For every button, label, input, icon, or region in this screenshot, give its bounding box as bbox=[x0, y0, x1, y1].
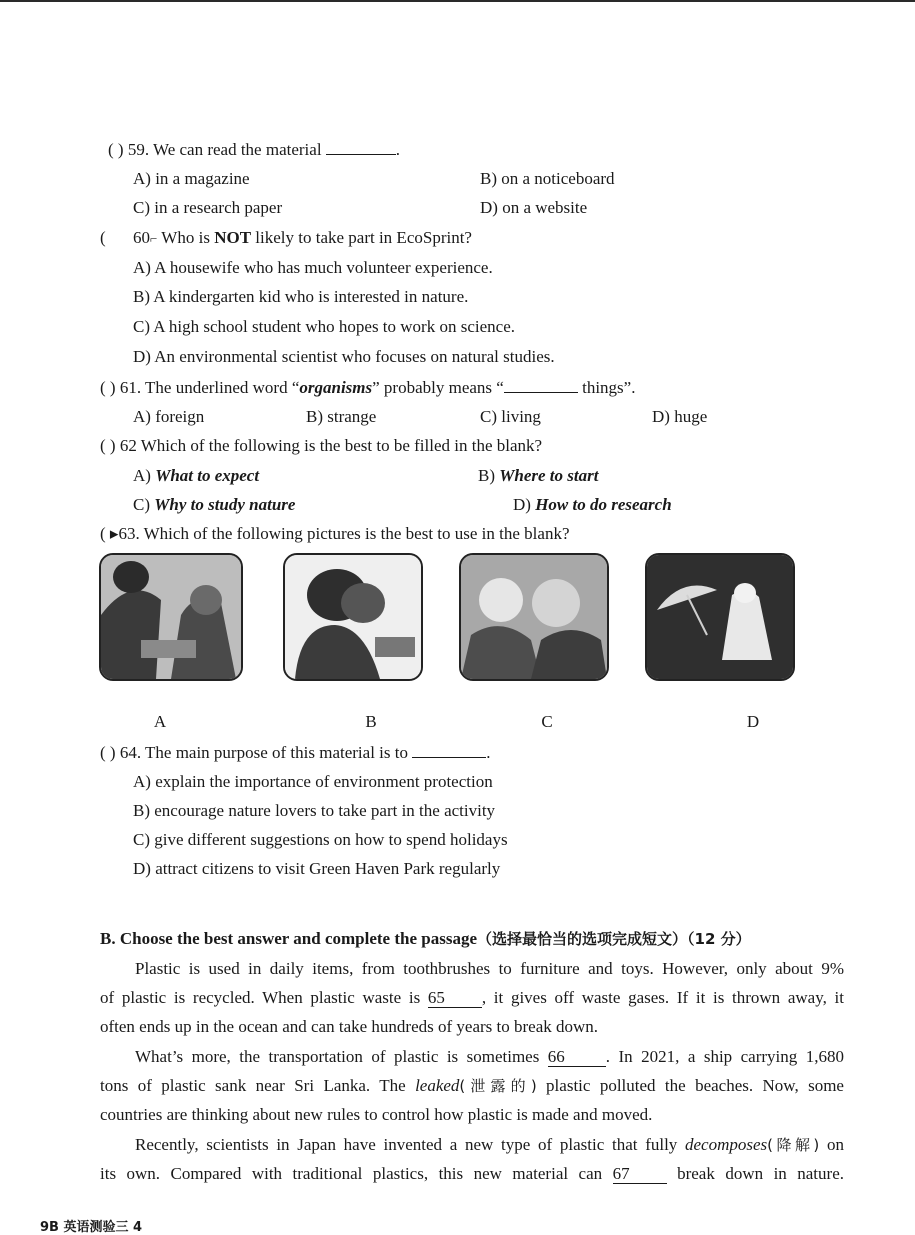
page-footer: 9B 英语测验三 4 bbox=[40, 1220, 143, 1235]
answer-blank[interactable] bbox=[504, 376, 578, 393]
q62-option-d[interactable]: D) How to do research bbox=[513, 495, 672, 514]
passage-p2-line3: countries are thinking about new rules to control how plastic is made and moved. bbox=[100, 1105, 653, 1124]
underlined-word: organisms bbox=[299, 378, 373, 397]
question-60: 60⌐ Who is NOT likely to take part in EcoSprint? bbox=[133, 228, 472, 247]
picture-a[interactable] bbox=[99, 553, 243, 681]
q62-option-c[interactable]: C) Why to study nature bbox=[133, 495, 296, 514]
question-62: ( ) 62 Which of the following is the best to be filled in the blank? bbox=[100, 436, 543, 455]
picture-b-label: B bbox=[365, 712, 377, 731]
section-b-heading: B. Choose the best answer and complete the passage（选择最恰当的选项完成短文）（12 分） bbox=[100, 929, 751, 948]
q59-option-a[interactable]: A) in a magazine bbox=[133, 169, 250, 188]
question-59: ( ) 59. We can read the material . bbox=[108, 140, 401, 159]
question-59-stem: ( ) 59. We can read the material bbox=[108, 140, 322, 159]
picture-d-label: D bbox=[746, 712, 760, 731]
q60-option-b[interactable]: B) A kindergarten kid who is interested in nature. bbox=[133, 287, 469, 306]
q59-option-d[interactable]: D) on a website bbox=[480, 198, 588, 217]
q60-paren[interactable]: ( bbox=[100, 228, 106, 247]
answer-blank[interactable] bbox=[326, 138, 396, 155]
picture-b[interactable] bbox=[283, 553, 423, 681]
q60-option-d[interactable]: D) An environmental scientist who focuses on natural studies. bbox=[133, 347, 555, 366]
picture-d[interactable] bbox=[645, 553, 795, 681]
q61-option-d[interactable]: D) huge bbox=[652, 407, 708, 426]
question-61: ( ) 61. The underlined word “organisms” probably means “ things”. bbox=[100, 378, 636, 397]
passage-p1-line2: of plastic is recycled. When plastic waste is 65 , it gives off waste gases. If it is thrown away, it bbox=[100, 988, 844, 1007]
blank-65[interactable]: 65 bbox=[428, 989, 482, 1008]
question-64: ( ) 64. The main purpose of this material is to . bbox=[100, 743, 491, 762]
q64-option-c[interactable]: C) give different suggestions on how to spend holidays bbox=[133, 830, 508, 849]
picture-c-label: C bbox=[541, 712, 553, 731]
passage-p1-line1: Plastic is used in daily items, from toothbrushes to furniture and toys. However, only about 9% bbox=[135, 959, 844, 978]
q59-option-b[interactable]: B) on a noticeboard bbox=[480, 169, 615, 188]
picture-c-image bbox=[461, 555, 607, 679]
blank-66[interactable]: 66 bbox=[548, 1048, 606, 1067]
passage-p1-line3: often ends up in the ocean and can take hundreds of years to break down. bbox=[100, 1017, 599, 1036]
passage-p3-line1: Recently, scientists in Japan have invented a new type of plastic that fully decomposes(降解) on bbox=[135, 1135, 844, 1154]
q61-option-b[interactable]: B) strange bbox=[306, 407, 377, 426]
question-63: ( ▸63. Which of the following pictures is the best to use in the blank? bbox=[100, 524, 570, 543]
answer-blank[interactable] bbox=[412, 741, 486, 758]
q61-option-a[interactable]: A) foreign bbox=[133, 407, 205, 426]
q60-option-c[interactable]: C) A high school student who hopes to work on science. bbox=[133, 317, 515, 336]
picture-a-label: A bbox=[153, 712, 167, 731]
blank-67[interactable]: 67 bbox=[613, 1165, 667, 1184]
top-border bbox=[0, 0, 915, 2]
q60-option-a[interactable]: A) A housewife who has much volunteer experience. bbox=[133, 258, 493, 277]
passage-p3-line2: its own. Compared with traditional plastics, this new material can 67 break down in nature. bbox=[100, 1164, 844, 1183]
stray-mark: ⌐ bbox=[150, 231, 158, 246]
picture-b-image bbox=[285, 555, 421, 679]
q64-option-d[interactable]: D) attract citizens to visit Green Haven Park regularly bbox=[133, 859, 501, 878]
passage-p2-line2: tons of plastic sank near Sri Lanka. The leaked(泄露的) plastic polluted the beaches. Now, some bbox=[100, 1076, 844, 1095]
picture-d-image bbox=[647, 555, 793, 679]
picture-a-image bbox=[101, 555, 241, 679]
picture-c[interactable] bbox=[459, 553, 609, 681]
q64-option-a[interactable]: A) explain the importance of environment protection bbox=[133, 772, 493, 791]
q62-option-a[interactable]: A) What to expect bbox=[133, 466, 260, 485]
q61-option-c[interactable]: C) living bbox=[480, 407, 541, 426]
passage-p2-line1: What’s more, the transportation of plastic is sometimes 66 . In 2021, a ship carrying 1,680 bbox=[135, 1047, 844, 1066]
q59-option-c[interactable]: C) in a research paper bbox=[133, 198, 283, 217]
q62-option-b[interactable]: B) Where to start bbox=[478, 466, 599, 485]
q64-option-b[interactable]: B) encourage nature lovers to take part in the activity bbox=[133, 801, 496, 820]
